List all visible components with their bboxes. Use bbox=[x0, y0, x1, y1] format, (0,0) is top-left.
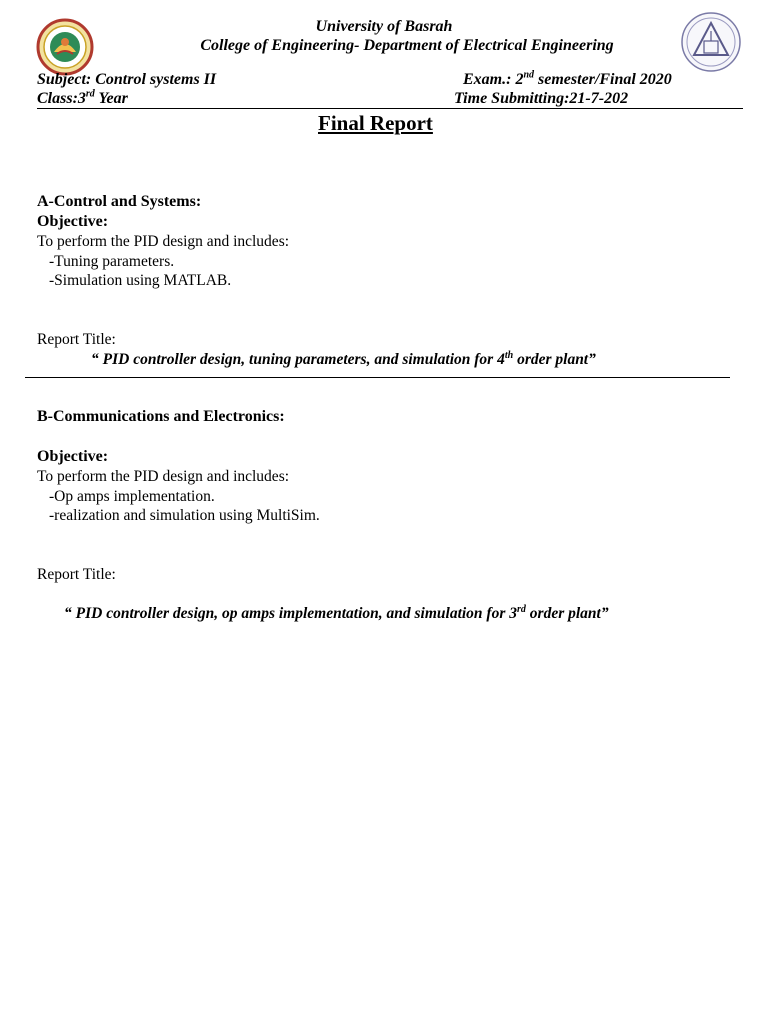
page-title: Final Report bbox=[318, 111, 433, 135]
section-a-heading: A-Control and Systems: bbox=[37, 193, 202, 210]
college-name: College of Engineering- Department of Electrical Engineering bbox=[200, 37, 614, 54]
section-a-item: -Tuning parameters. bbox=[49, 253, 175, 270]
section-a-item: -Simulation using MATLAB. bbox=[49, 272, 232, 289]
university-name: University of Basrah bbox=[315, 18, 453, 35]
section-b-heading: B-Communications and Electronics: bbox=[37, 408, 285, 425]
section-a-objective-label: Objective: bbox=[37, 213, 109, 230]
exam-line: Exam.: 2nd semester/Final 2020 bbox=[463, 69, 672, 88]
class-line: Class:3rd Year bbox=[37, 88, 128, 107]
section-b-item: -realization and simulation using MultiSim. bbox=[49, 507, 320, 524]
header-divider bbox=[37, 108, 743, 109]
section-a-report-title-label: Report Title: bbox=[37, 331, 116, 348]
section-b-report-title-label: Report Title: bbox=[37, 566, 116, 583]
section-b-item: -Op amps implementation. bbox=[49, 488, 215, 505]
section-b-report-title: “ PID controller design, op amps implementation, and simulation for 3rd order plant” bbox=[64, 603, 609, 622]
section-b-intro: To perform the PID design and includes: bbox=[37, 468, 290, 485]
time-submitting-line: Time Submitting:21-7-202 bbox=[454, 90, 629, 107]
section-a-report-title: “ PID controller design, tuning parameters, and simulation for 4th order plant” bbox=[91, 349, 596, 368]
section-b-objective-label: Objective: bbox=[37, 448, 109, 465]
section-divider bbox=[25, 377, 730, 378]
section-a-intro: To perform the PID design and includes: bbox=[37, 233, 290, 250]
subject-line: Subject: Control systems II bbox=[37, 71, 217, 88]
